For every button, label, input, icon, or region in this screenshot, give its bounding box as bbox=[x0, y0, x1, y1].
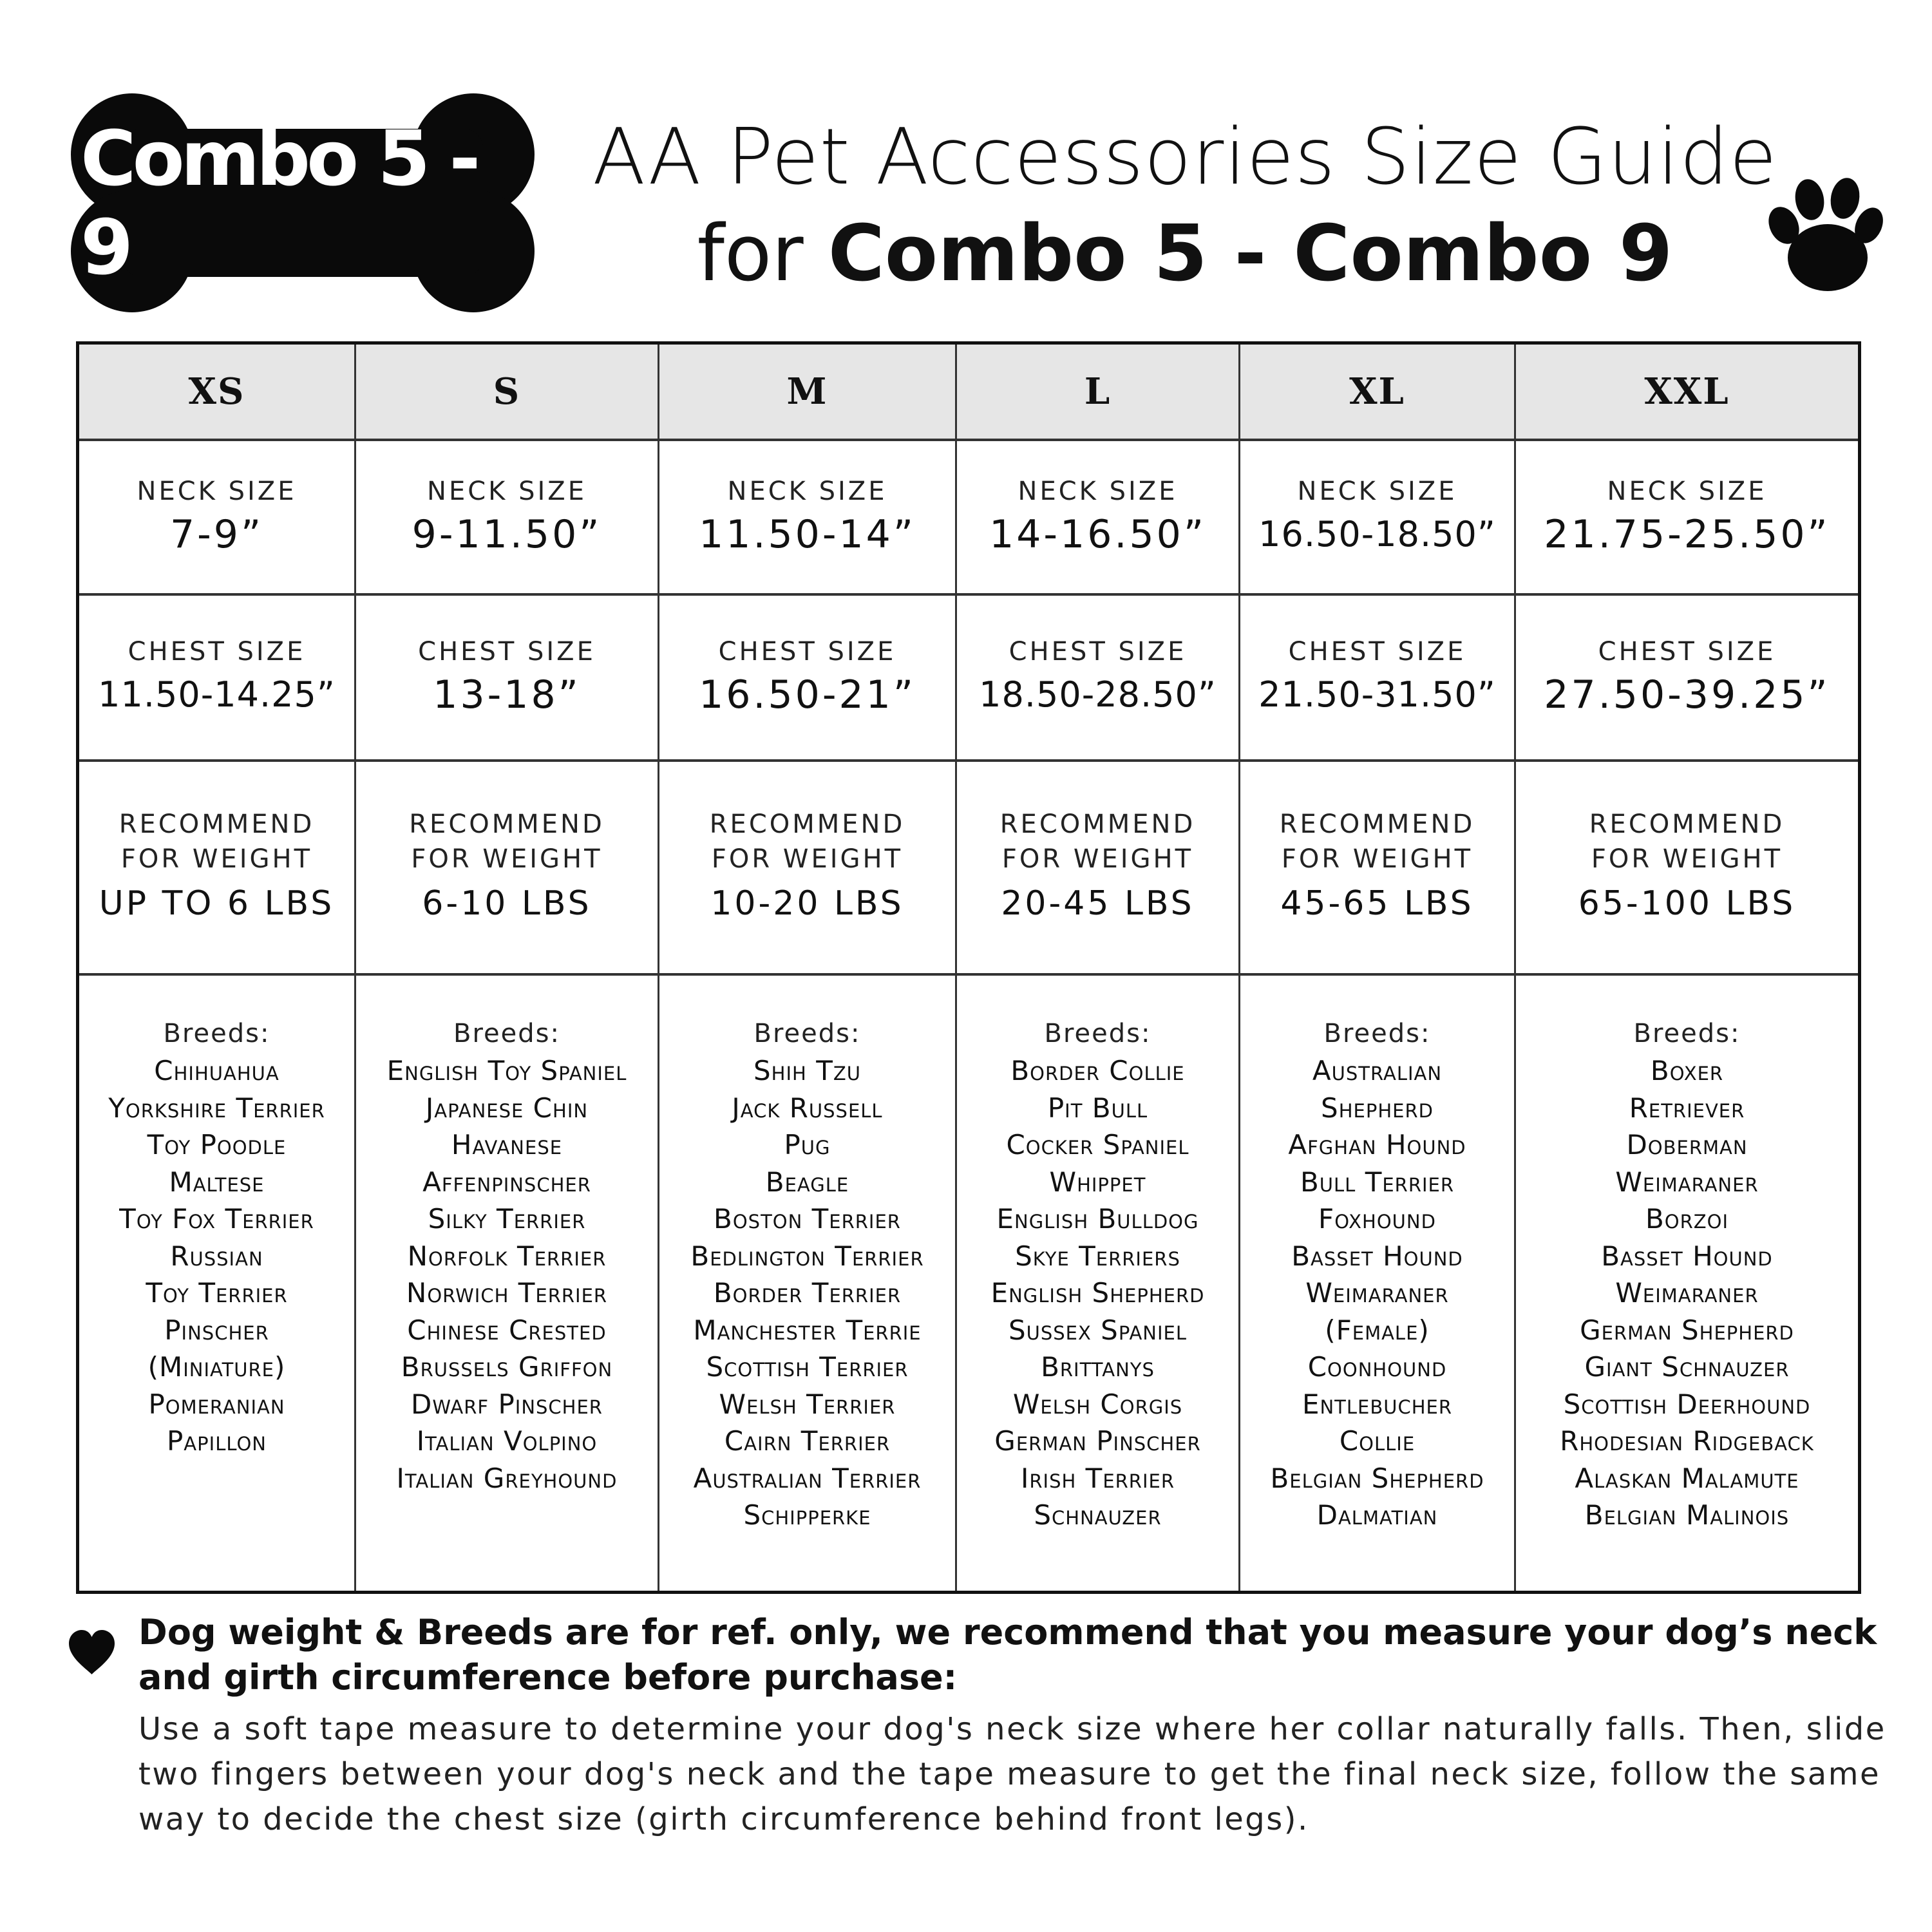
size-guide-table bbox=[76, 341, 1861, 1594]
breed-item: Jack Russell bbox=[732, 1092, 883, 1124]
breed-item: Norfolk Terrier bbox=[407, 1240, 607, 1272]
chest-label: CHEST SIZE bbox=[418, 637, 596, 667]
breed-item: Russian bbox=[170, 1240, 263, 1272]
neck-label: NECK SIZE bbox=[427, 477, 587, 506]
neck-value: 16.50-18.50” bbox=[1258, 514, 1496, 554]
weight-label-2: FOR WEIGHT bbox=[411, 844, 603, 874]
breeds-label: Breeds: bbox=[163, 1019, 270, 1048]
breed-item: Coonhound bbox=[1307, 1351, 1447, 1383]
breed-item: English Bulldog bbox=[996, 1203, 1199, 1235]
breed-item: Shih Tzu bbox=[753, 1055, 861, 1086]
breeds-cell bbox=[356, 976, 659, 1591]
breed-item: Pug bbox=[784, 1129, 831, 1160]
breed-item: Shepherd bbox=[1321, 1092, 1434, 1124]
weight-label-1: RECOMMEND bbox=[409, 810, 605, 839]
weight-label-1: RECOMMEND bbox=[999, 810, 1196, 839]
breed-item: Retriever bbox=[1629, 1092, 1745, 1124]
breed-item: (Miniature) bbox=[147, 1351, 286, 1383]
neck-value: 7-9” bbox=[169, 512, 264, 557]
breeds-label: Breeds: bbox=[753, 1019, 861, 1048]
breed-item: Sussex Spaniel bbox=[1008, 1314, 1188, 1346]
weight-value: 10-20 LBS bbox=[710, 884, 904, 923]
breed-item: Scottish Deerhound bbox=[1563, 1388, 1811, 1420]
chest-cell bbox=[957, 596, 1240, 759]
chest-value: 16.50-21” bbox=[699, 672, 916, 717]
size-header-xl: XL bbox=[1240, 345, 1516, 439]
paw-print-icon bbox=[1765, 174, 1884, 296]
breed-item: Brussels Griffon bbox=[401, 1351, 613, 1383]
breed-item: Japanese Chin bbox=[425, 1092, 589, 1124]
weight-label-1: RECOMMEND bbox=[1589, 810, 1785, 839]
weight-label-1: RECOMMEND bbox=[1279, 810, 1475, 839]
weight-label-2: FOR WEIGHT bbox=[711, 844, 904, 874]
breed-item: Border Collie bbox=[1010, 1055, 1185, 1086]
neck-size-row bbox=[79, 441, 1858, 596]
neck-cell bbox=[356, 441, 659, 593]
breed-list bbox=[387, 1052, 627, 1497]
breed-item: Brittanys bbox=[1041, 1351, 1155, 1383]
weight-value: 65-100 LBS bbox=[1578, 884, 1796, 923]
breed-item: Weimaraner bbox=[1615, 1277, 1759, 1309]
breed-item: English Toy Spaniel bbox=[386, 1055, 627, 1086]
weight-label-1: RECOMMEND bbox=[709, 810, 905, 839]
breed-item: Australian Terrier bbox=[693, 1462, 922, 1494]
breed-item: Dalmatian bbox=[1316, 1499, 1438, 1531]
chest-size-row bbox=[79, 596, 1858, 762]
breed-item: Italian Greyhound bbox=[396, 1462, 618, 1494]
breed-item: Foxhound bbox=[1318, 1203, 1436, 1235]
breed-item: Skye Terriers bbox=[1015, 1240, 1180, 1272]
size-header-l: L bbox=[957, 345, 1240, 439]
breed-item: German Shepherd bbox=[1580, 1314, 1794, 1346]
title-line-1: AA Pet Accessories Size Guide bbox=[592, 113, 1777, 202]
weight-label-2: FOR WEIGHT bbox=[1001, 844, 1194, 874]
breed-item: Welsh Corgis bbox=[1012, 1388, 1183, 1420]
breed-item: Entlebucher bbox=[1302, 1388, 1453, 1420]
breed-item: Pinscher bbox=[164, 1314, 269, 1346]
breeds-cell bbox=[1240, 976, 1516, 1591]
breed-list bbox=[690, 1052, 923, 1534]
chest-label: CHEST SIZE bbox=[718, 637, 896, 667]
breeds-label: Breeds: bbox=[453, 1019, 560, 1048]
breeds-row bbox=[79, 976, 1858, 1591]
breed-item: Beagle bbox=[765, 1166, 849, 1198]
breed-item: Borzoi bbox=[1645, 1203, 1729, 1235]
breed-list bbox=[1560, 1052, 1814, 1534]
weight-value: 20-45 LBS bbox=[1001, 884, 1195, 923]
neck-label: NECK SIZE bbox=[727, 477, 887, 506]
size-header-s: S bbox=[356, 345, 659, 439]
breed-item: Chinese Crested bbox=[407, 1314, 607, 1346]
size-header-xxl: XXL bbox=[1644, 370, 1730, 413]
breed-item: Norwich Terrier bbox=[406, 1277, 608, 1309]
breed-item: Scottish Terrier bbox=[706, 1351, 909, 1383]
chest-cell bbox=[79, 596, 356, 759]
breed-item: Afghan Hound bbox=[1288, 1129, 1466, 1160]
breed-item: (Female) bbox=[1325, 1314, 1430, 1346]
badge-label: Combo 5 - 9 bbox=[80, 114, 477, 292]
breeds-cell bbox=[1516, 976, 1858, 1591]
measuring-instructions: Use a soft tape measure to determine your dog's neck size where her collar naturally falls. Then, slide two fingers between your dog's neck and the tape measure to get the final neck size, follow the same way to decide the chest size (girth circumference behind front legs). bbox=[138, 1711, 1886, 1837]
chest-label: CHEST SIZE bbox=[1009, 637, 1187, 667]
chest-cell bbox=[659, 596, 957, 759]
disclaimer-note: Dog weight & Breeds are for ref. only, we recommend that you measure your dog’s neck and girth circumference before purchase: bbox=[138, 1612, 1877, 1698]
breed-item: Toy Poodle bbox=[147, 1129, 287, 1160]
breed-list bbox=[991, 1052, 1205, 1534]
breed-item: Maltese bbox=[169, 1166, 265, 1198]
breed-item: Boxer bbox=[1650, 1055, 1724, 1086]
breed-item: English Shepherd bbox=[990, 1277, 1205, 1309]
breed-item: Basset Hound bbox=[1601, 1240, 1773, 1272]
chest-value: 13-18” bbox=[433, 672, 581, 717]
breed-item: Italian Volpino bbox=[416, 1425, 598, 1457]
weight-cell bbox=[1516, 762, 1858, 973]
weight-label-2: FOR WEIGHT bbox=[120, 844, 313, 874]
neck-cell bbox=[1516, 441, 1858, 593]
neck-value: 11.50-14” bbox=[699, 512, 916, 557]
breed-item: Schipperke bbox=[743, 1499, 871, 1531]
breed-item: Cocker Spaniel bbox=[1006, 1129, 1189, 1160]
breed-item: Giant Schnauzer bbox=[1584, 1351, 1790, 1383]
breeds-label: Breeds: bbox=[1323, 1019, 1431, 1048]
breed-item: Pit Bull bbox=[1047, 1092, 1148, 1124]
weight-label-1: RECOMMEND bbox=[118, 810, 315, 839]
title-line-2-prefix: for bbox=[697, 209, 828, 299]
chest-label: CHEST SIZE bbox=[1288, 637, 1466, 667]
chest-value: 18.50-28.50” bbox=[979, 674, 1217, 715]
breed-item: Doberman bbox=[1626, 1129, 1748, 1160]
chest-label: CHEST SIZE bbox=[128, 637, 306, 667]
neck-label: NECK SIZE bbox=[1018, 477, 1178, 506]
neck-value: 14-16.50” bbox=[989, 512, 1206, 557]
weight-cell bbox=[1240, 762, 1516, 973]
neck-value: 9-11.50” bbox=[412, 512, 602, 557]
breed-item: Chihuahua bbox=[154, 1055, 279, 1086]
chest-cell bbox=[356, 596, 659, 759]
weight-label-2: FOR WEIGHT bbox=[1591, 844, 1783, 874]
breed-item: Welsh Terrier bbox=[719, 1388, 896, 1420]
breed-list bbox=[108, 1052, 325, 1460]
weight-label-2: FOR WEIGHT bbox=[1281, 844, 1473, 874]
breeds-label: Breeds: bbox=[1044, 1019, 1151, 1048]
breed-item: Manchester Terrie bbox=[693, 1314, 922, 1346]
neck-label: NECK SIZE bbox=[137, 477, 297, 506]
breed-item: Toy Terrier bbox=[146, 1277, 288, 1309]
weight-value: 6-10 LBS bbox=[422, 884, 592, 923]
weight-cell bbox=[957, 762, 1240, 973]
weight-row bbox=[79, 762, 1858, 976]
weight-cell bbox=[659, 762, 957, 973]
breed-item: Schnauzer bbox=[1034, 1499, 1162, 1531]
breed-item: Basset Hound bbox=[1291, 1240, 1463, 1272]
breeds-cell bbox=[79, 976, 356, 1591]
breed-item: Belgian Malinois bbox=[1584, 1499, 1790, 1531]
breed-item: Silky Terrier bbox=[428, 1203, 586, 1235]
breed-item: Affenpinscher bbox=[422, 1166, 591, 1198]
breed-item: Pomeranian bbox=[148, 1388, 285, 1420]
breeds-cell bbox=[659, 976, 957, 1591]
neck-cell bbox=[957, 441, 1240, 593]
page-title bbox=[580, 109, 1790, 303]
title-line-2 bbox=[580, 206, 1790, 303]
breed-item: Border Terrier bbox=[713, 1277, 902, 1309]
breed-item: Weimaraner bbox=[1615, 1166, 1759, 1198]
breed-item: Irish Terrier bbox=[1021, 1462, 1175, 1494]
chest-value: 21.50-31.50” bbox=[1258, 674, 1496, 715]
weight-cell bbox=[79, 762, 356, 973]
breed-item: Toy Fox Terrier bbox=[119, 1203, 314, 1235]
neck-label: NECK SIZE bbox=[1607, 477, 1767, 506]
breeds-cell bbox=[957, 976, 1240, 1591]
breed-item: Belgian Shepherd bbox=[1270, 1462, 1484, 1494]
size-header-xs: XS bbox=[79, 345, 356, 439]
weight-value: UP TO 6 LBS bbox=[99, 884, 335, 923]
breed-item: Weimaraner bbox=[1305, 1277, 1449, 1309]
breed-item: Rhodesian Ridgeback bbox=[1560, 1425, 1814, 1457]
breed-item: Boston Terrier bbox=[714, 1203, 901, 1235]
breed-item: Whippet bbox=[1049, 1166, 1146, 1198]
neck-cell bbox=[1240, 441, 1516, 593]
neck-cell bbox=[79, 441, 356, 593]
breed-item: Collie bbox=[1339, 1425, 1416, 1457]
neck-cell bbox=[659, 441, 957, 593]
chest-cell bbox=[1516, 596, 1858, 759]
breed-item: Havanese bbox=[451, 1129, 563, 1160]
breed-item: Dwarf Pinscher bbox=[411, 1388, 603, 1420]
neck-label: NECK SIZE bbox=[1297, 477, 1457, 506]
title-line-2-bold: Combo 5 - Combo 9 bbox=[828, 209, 1673, 299]
breed-item: Bedlington Terrier bbox=[690, 1240, 924, 1272]
breed-item: Yorkshire Terrier bbox=[108, 1092, 325, 1124]
breed-item: Cairn Terrier bbox=[724, 1425, 891, 1457]
chest-value: 11.50-14.25” bbox=[98, 674, 336, 715]
chest-value: 27.50-39.25” bbox=[1544, 672, 1830, 717]
bone-badge bbox=[61, 93, 544, 312]
weight-value: 45-65 LBS bbox=[1280, 884, 1474, 923]
chest-cell bbox=[1240, 596, 1516, 759]
size-header-row bbox=[79, 345, 1858, 441]
breed-item: Australian bbox=[1312, 1055, 1443, 1086]
breed-item: German Pinscher bbox=[994, 1425, 1201, 1457]
breeds-label: Breeds: bbox=[1633, 1019, 1741, 1048]
chest-label: CHEST SIZE bbox=[1598, 637, 1776, 667]
heart-icon bbox=[68, 1629, 116, 1676]
size-header-m: M bbox=[659, 345, 957, 439]
neck-value: 21.75-25.50” bbox=[1544, 512, 1830, 557]
breed-item: Alaskan Malamute bbox=[1575, 1462, 1799, 1494]
weight-cell bbox=[356, 762, 659, 973]
breed-item: Bull Terrier bbox=[1300, 1166, 1454, 1198]
breed-item: Papillon bbox=[166, 1425, 267, 1457]
breed-list bbox=[1270, 1052, 1484, 1534]
